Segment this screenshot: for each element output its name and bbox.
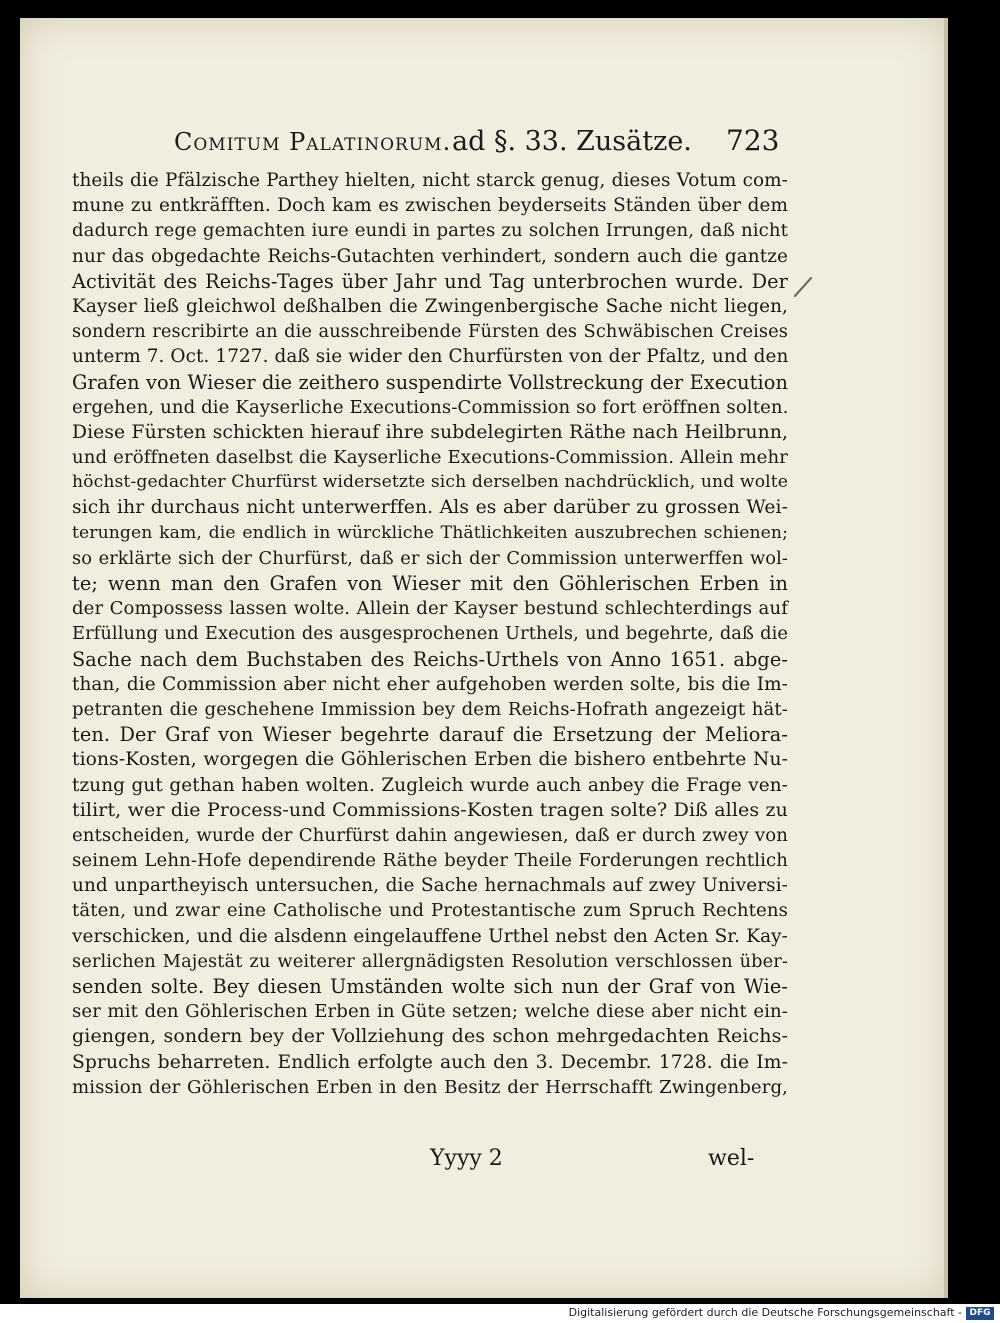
text-line: und unpartheyisch untersuchen, die Sache hernachmals auf zwey Universi-	[72, 875, 788, 897]
text-line: unterm 7. Oct. 1727. daß sie wider den Churfürsten von der Pfaltz, und den	[72, 346, 789, 368]
text-line: mission der Göhlerischen Erben in den Besitz der Herrschafft Zwingenberg,	[72, 1076, 788, 1098]
text-line: entscheiden, wurde der Churfürst dahin angewiesen, daß er durch zwey von	[72, 824, 788, 846]
text-line: Spruchs beharreten. Endlich erfolgte auch den 3. Decembr. 1728. die Im-	[72, 1051, 788, 1073]
text-line: der Compossess lassen wolte. Allein der Kayser bestund schlechterdings auf	[72, 598, 788, 620]
text-line: Grafen von Wieser die zeithero suspendirte Vollstreckung der Execution	[72, 370, 788, 394]
text-line: und eröffneten daselbst die Kayserliche Executions-Commission. Allein mehr	[72, 447, 788, 469]
funding-credit: Digitalisierung gefördert durch die Deutsche Forschungsgemeinschaft -	[568, 1306, 962, 1319]
text-line: Kayser ließ gleichwol deßhalben die Zwingenbergische Sache nicht liegen,	[72, 295, 788, 317]
book-page	[20, 18, 948, 1298]
text-line: te; wenn man den Grafen von Wieser mit den Göhlerischen Erben in	[72, 572, 788, 595]
text-line: seinem Lehn-Hofe dependirende Räthe beyder Theile Forderungen rechtlich	[72, 850, 788, 872]
text-line: serlichen Majestät zu weiterer allergnädigsten Resolution verschlossen über-	[72, 950, 788, 972]
text-line: petranten die geschehene Immission bey dem Reichs-Hofrath angezeigt hät-	[72, 698, 788, 720]
text-line: ser mit den Göhlerischen Erben in Güte setzen; welche diese aber nicht ein-	[72, 1001, 788, 1023]
signature-mark: Yyyy 2	[430, 1146, 503, 1171]
text-line: sondern rescribirte an die ausschreibende Fürsten des Schwäbischen Creises	[72, 321, 788, 343]
text-line: terungen kam, die endlich in würckliche Thätlichkeiten auszubrechen schienen;	[72, 522, 788, 543]
text-line: tzung gut gethan haben wolten. Zugleich wurde auch anbey die Frage ven-	[72, 774, 788, 796]
text-line: Erfüllung und Execution des ausgesprochenen Urthels, und begehrte, daß die	[72, 623, 788, 645]
text-line: Activität des Reichs-Tages über Jahr und Tag unterbrochen wurde. Der	[72, 269, 788, 293]
page-number: 723	[726, 124, 780, 157]
text-line: täten, und zwar eine Catholische und Protestantische zum Spruch Rechtens	[72, 900, 788, 922]
page-footer	[20, 1146, 948, 1176]
text-line: theils die Pfälzische Parthey hielten, nicht starck genug, dieses Votum com-	[72, 170, 788, 191]
text-line: so erklärte sich der Churfürst, daß er sich der Commission unterwerffen wol-	[72, 547, 788, 569]
text-line: ergehen, und die Kayserliche Executions-Commission so fort eröffnen solten.	[72, 396, 789, 418]
text-line: tilirt, wer die Process-und Commissions-Kosten tragen solte? Diß alles zu	[72, 798, 788, 821]
text-line: verschicken, und die alsdenn eingelauffene Urthel nebst den Acten Sr. Kay-	[72, 925, 788, 947]
text-line: than, die Commission aber nicht eher aufgehoben werden solte, bis die Im-	[72, 673, 788, 695]
text-line: dadurch rege gemachten iure eundi in partes zu solchen Irrungen, daß nicht	[72, 220, 788, 242]
text-line: höchst-gedachter Churfürst widersetzte sich derselben nachdrücklich, und wolte	[72, 472, 789, 493]
dfg-logo-icon: DFG	[966, 1307, 994, 1320]
text-line: mune zu entkräfften. Doch kam es zwischen beyderseits Ständen über dem	[72, 195, 788, 217]
running-head-title: Comitum Palatinorum.	[174, 128, 452, 156]
body-text	[72, 168, 788, 1100]
text-line: sich ihr durchaus nicht unterwerffen. Als es aber darüber zu grossen Wei-	[72, 497, 788, 519]
text-line: giengen, sondern bey der Vollziehung des schon mehrgedachten Reichs-	[72, 1025, 788, 1048]
ink-stroke-mark	[794, 277, 813, 298]
running-head-section: ad §. 33. Zusätze.	[452, 126, 692, 157]
running-head	[20, 118, 948, 168]
text-line: tions-Kosten, worgegen die Göhlerischen Erben die bishero entbehrte Nu-	[72, 749, 788, 771]
text-line: ten. Der Graf von Wieser begehrte darauf die Ersetzung der Meliora-	[72, 723, 788, 747]
text-line: nur das obgedachte Reichs-Gutachten verhindert, sondern auch die gantze	[72, 245, 788, 267]
credit-bar	[0, 1304, 1000, 1323]
text-line: Sache nach dem Buchstaben des Reichs-Urthels von Anno 1651. abge-	[72, 647, 788, 671]
text-line: senden solte. Bey diesen Umständen wolte sich nun der Graf von Wie-	[72, 975, 788, 998]
catchword: wel-	[708, 1146, 755, 1171]
text-line: Diese Fürsten schickten hierauf ihre subdelegirten Räthe nach Heilbrunn,	[72, 421, 788, 443]
